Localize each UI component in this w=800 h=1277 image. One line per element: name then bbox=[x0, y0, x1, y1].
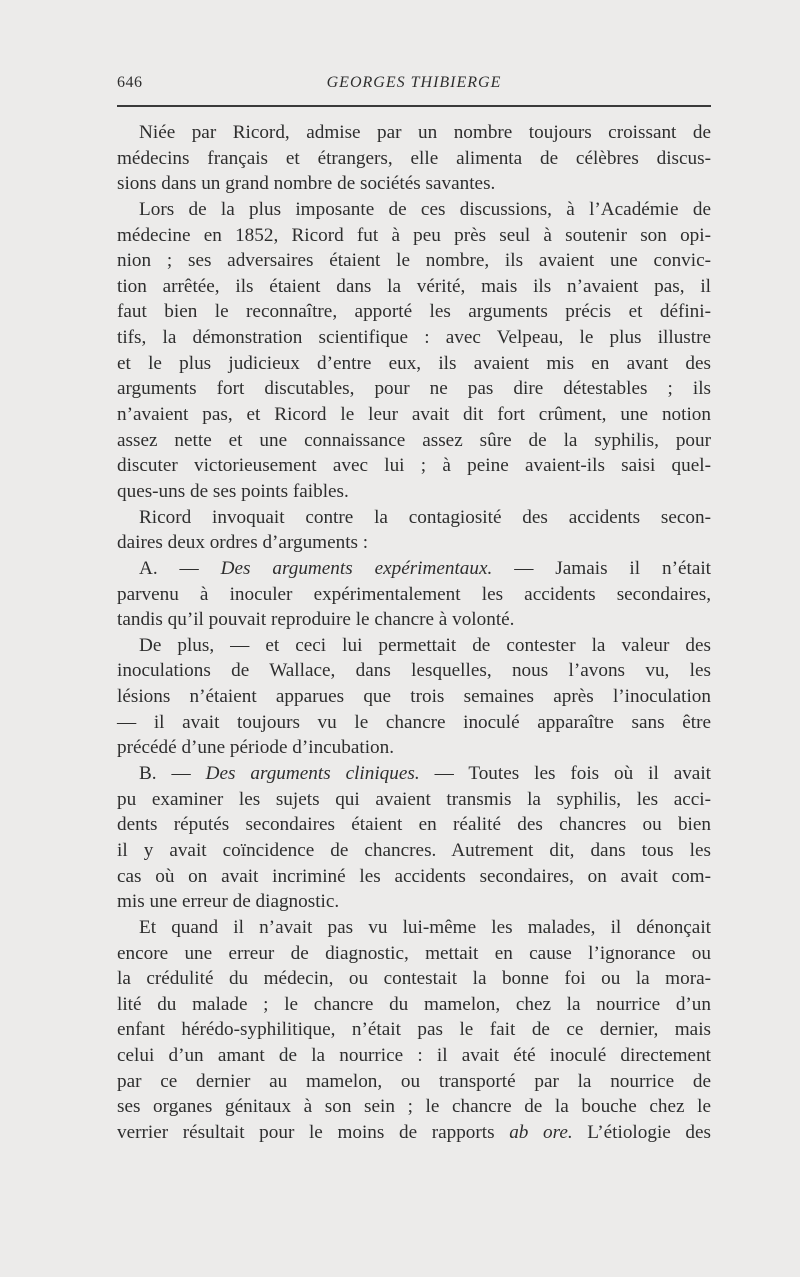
paragraph bbox=[117, 556, 711, 633]
text-line bbox=[117, 351, 711, 377]
text-segment: tifs, la démonstration scientifique : avec Velpeau, le plus illustre bbox=[117, 327, 711, 349]
italic-text: Des arguments cliniques. bbox=[205, 763, 420, 785]
text-segment: sions dans un grand nombre de sociétés savantes. bbox=[117, 173, 496, 195]
text-segment: Lors de la plus imposante de ces discussions, à l’Académie de bbox=[139, 198, 711, 220]
text-line bbox=[117, 505, 711, 531]
text-segment: ques-uns de ses points faibles. bbox=[117, 480, 349, 502]
text-line bbox=[117, 274, 711, 300]
text-segment: discuter victorieusement avec lui ; à peine avaient-ils saisi quel- bbox=[117, 455, 711, 477]
text-line bbox=[117, 761, 711, 787]
text-line bbox=[117, 915, 711, 941]
text-segment: — Toutes les fois où il avait bbox=[419, 763, 711, 785]
text-segment: médecine en 1852, Ricord fut à peu près seul à soutenir son opi- bbox=[117, 224, 711, 246]
paragraph bbox=[117, 120, 711, 197]
text-line bbox=[117, 479, 711, 505]
text-segment: tandis qu’il pouvait reproduire le chancre à volonté. bbox=[117, 609, 515, 631]
running-title: GEORGES THIBIERGE bbox=[326, 74, 502, 91]
header-rule bbox=[117, 105, 711, 107]
paragraph bbox=[117, 633, 711, 761]
text-line bbox=[117, 120, 711, 146]
text-line bbox=[117, 812, 711, 838]
text-line bbox=[117, 223, 711, 249]
text-line bbox=[117, 453, 711, 479]
text-segment: enfant hérédo-syphilitique, n’était pas le fait de ce dernier, mais bbox=[117, 1019, 711, 1041]
text-segment: daires deux ordres d’arguments : bbox=[117, 532, 369, 554]
text-line bbox=[117, 428, 711, 454]
text-segment: verrier résultait pour le moins de rapports bbox=[117, 1121, 510, 1143]
text-line bbox=[117, 582, 711, 608]
body-text bbox=[117, 120, 711, 1146]
text-segment: Ricord invoquait contre la contagiosité des accidents secon- bbox=[139, 506, 711, 528]
text-segment: L’étiologie des bbox=[572, 1121, 711, 1143]
italic-text: Des arguments expérimentaux. bbox=[220, 557, 493, 579]
text-line bbox=[117, 992, 711, 1018]
text-line bbox=[117, 197, 711, 223]
text-segment: A. — bbox=[139, 557, 221, 579]
text-line bbox=[117, 966, 711, 992]
text-line bbox=[117, 146, 711, 172]
text-segment: et le plus judicieux d’entre eux, ils avaient mis en avant des bbox=[117, 352, 711, 374]
text-line bbox=[117, 1043, 711, 1069]
text-line bbox=[117, 171, 711, 197]
text-line bbox=[117, 710, 711, 736]
text-segment: assez nette et une connaissance assez sûre de la syphilis, pour bbox=[117, 429, 711, 451]
text-segment: tion arrêtée, ils étaient dans la vérité, mais ils n’avaient pas, il bbox=[117, 275, 711, 297]
text-segment: inoculations de Wallace, dans lesquelles, nous l’avons vu, les bbox=[117, 660, 711, 682]
text-line bbox=[117, 658, 711, 684]
text-line bbox=[117, 1069, 711, 1095]
text-line bbox=[117, 941, 711, 967]
text-line bbox=[117, 402, 711, 428]
paragraph bbox=[117, 761, 711, 915]
text-line bbox=[117, 299, 711, 325]
text-segment: mis une erreur de diagnostic. bbox=[117, 891, 340, 913]
italic-text: ab ore. bbox=[509, 1121, 573, 1143]
text-segment: Et quand il n’avait pas vu lui-même les malades, il dénonçait bbox=[139, 916, 711, 938]
text-segment: Niée par Ricord, admise par un nombre toujours croissant de bbox=[139, 122, 711, 143]
text-segment: n’avaient pas, et Ricord le leur avait dit fort crûment, une notion bbox=[117, 404, 711, 426]
text-segment: lésions n’étaient apparues que trois semaines après l’inoculation bbox=[117, 686, 711, 708]
text-segment: lité du malade ; le chancre du mamelon, chez la nourrice d’un bbox=[117, 993, 711, 1015]
page-number: 646 bbox=[117, 74, 143, 91]
text-segment: par ce dernier au mamelon, ou transporté par la nourrice de bbox=[117, 1070, 711, 1092]
paragraph bbox=[117, 915, 711, 1146]
text-segment: ses organes génitaux à son sein ; le chancre de la bouche chez le bbox=[117, 1096, 711, 1118]
text-segment: — Jamais il n’était bbox=[492, 557, 711, 579]
text-line bbox=[117, 376, 711, 402]
text-line bbox=[117, 1094, 711, 1120]
text-line bbox=[117, 530, 711, 556]
text-line bbox=[117, 1120, 711, 1146]
text-line bbox=[117, 889, 711, 915]
text-segment: encore une erreur de diagnostic, mettait en cause l’ignorance ou bbox=[117, 942, 711, 964]
text-segment: celui d’un amant de la nourrice : il avait été inoculé directement bbox=[117, 1045, 711, 1067]
running-header bbox=[117, 74, 711, 98]
text-line bbox=[117, 787, 711, 813]
text-segment: faut bien le reconnaître, apporté les arguments précis et défini- bbox=[117, 301, 711, 323]
text-segment: nion ; ses adversaires étaient le nombre, ils avaient une convic- bbox=[117, 250, 711, 272]
text-segment: arguments fort discutables, pour ne pas dire détestables ; ils bbox=[117, 378, 711, 400]
text-segment: B. — bbox=[139, 763, 206, 785]
paragraph bbox=[117, 505, 711, 556]
text-segment: cas où on avait incriminé les accidents secondaires, on avait com- bbox=[117, 865, 711, 887]
text-segment: dents réputés secondaires étaient en réalité des chancres ou bien bbox=[117, 814, 711, 836]
text-segment: précédé d’une période d’incubation. bbox=[117, 737, 395, 759]
text-segment: la crédulité du médecin, ou contestait la bonne foi ou la mora- bbox=[117, 968, 711, 990]
text-line bbox=[117, 556, 711, 582]
text-line bbox=[117, 607, 711, 633]
text-line bbox=[117, 735, 711, 761]
text-line bbox=[117, 864, 711, 890]
text-line bbox=[117, 684, 711, 710]
text-line bbox=[117, 633, 711, 659]
text-segment: il y avait coïncidence de chancres. Autrement dit, dans tous les bbox=[117, 839, 711, 861]
text-segment: — il avait toujours vu le chancre inoculé apparaître sans être bbox=[117, 711, 711, 733]
text-line bbox=[117, 838, 711, 864]
text-segment: pu examiner les sujets qui avaient transmis la syphilis, les acci- bbox=[117, 788, 711, 810]
text-segment: parvenu à inoculer expérimentalement les accidents secondaires, bbox=[117, 583, 711, 605]
text-line bbox=[117, 1017, 711, 1043]
text-segment: médecins français et étrangers, elle alimenta de célèbres discus- bbox=[117, 147, 711, 169]
text-line bbox=[117, 248, 711, 274]
paragraph bbox=[117, 197, 711, 505]
text-line bbox=[117, 325, 711, 351]
text-segment: De plus, — et ceci lui permettait de contester la valeur des bbox=[139, 634, 711, 656]
